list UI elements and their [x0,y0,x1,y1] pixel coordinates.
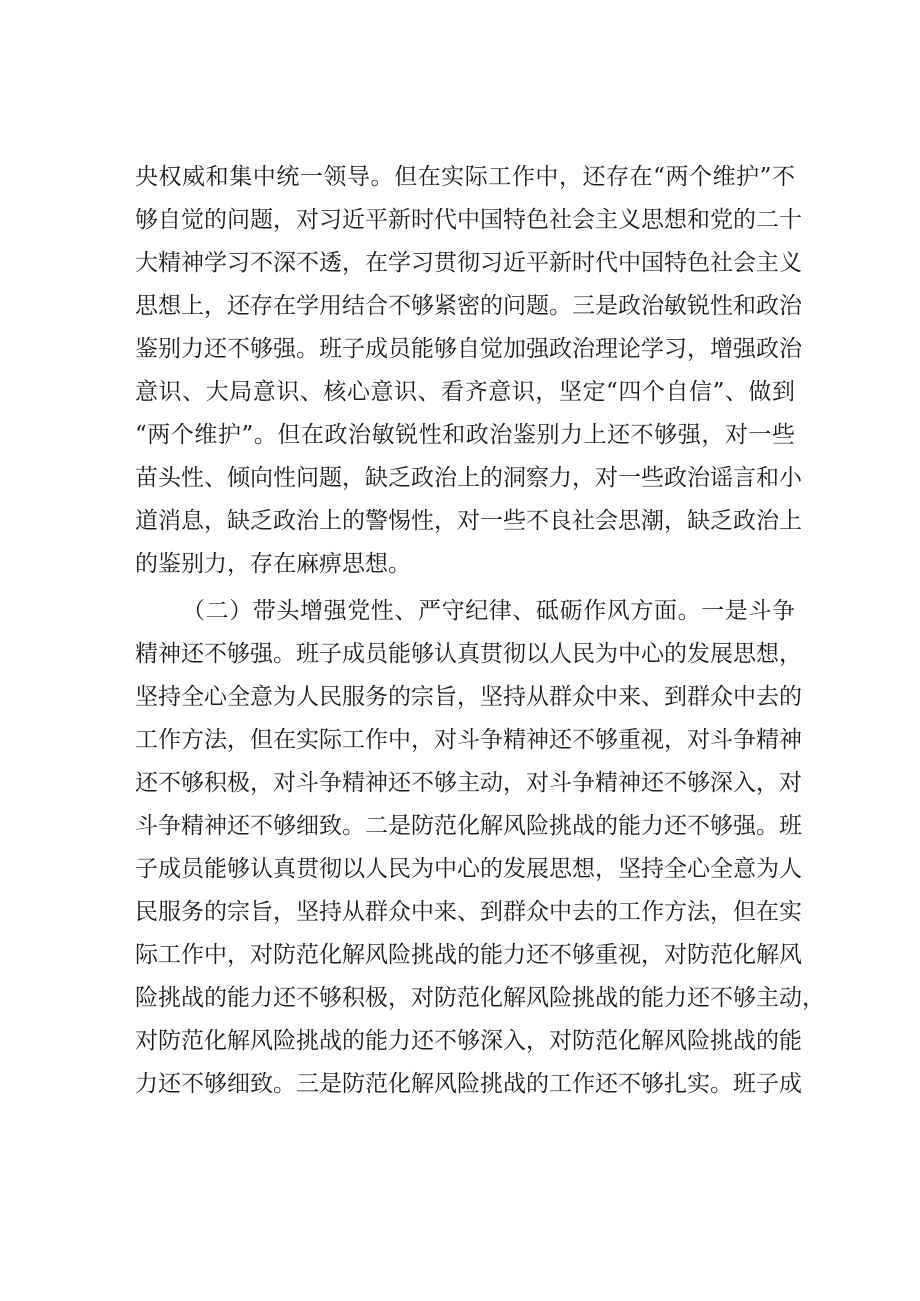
paragraph-2-line-11: 对防范化解风险挑战的能力还不够深入，对防范化解风险挑战的能 [135,1028,802,1054]
paragraph-2-line-8: 民服务的宗旨，坚持从群众中来、到群众中去的工作方法，但在实 [135,899,802,925]
paragraph-1-line-1: 央权威和集中统一领导。但在实际工作中，还存在“两个维护”不 [135,164,795,190]
paragraph-2-line-3: 坚持全心全意为人民服务的宗旨，坚持从群众中来、到群众中去的 [135,684,802,710]
paragraph-1-line-10: 的鉴别力，存在麻痹思想。 [135,551,411,577]
paragraph-2-line-9: 际工作中，对防范化解风险挑战的能力还不够重视，对防范化解风 [135,942,802,968]
paragraph-2-line-7: 子成员能够认真贯彻以人民为中心的发展思想，坚持全心全意为人 [135,856,802,882]
paragraph-1-line-5: 鉴别力还不够强。班子成员能够自觉加强政治理论学习，增强政治 [135,336,802,362]
paragraph-2-line-6: 斗争精神还不够细致。二是防范化解风险挑战的能力还不够强。班 [135,813,802,839]
paragraph-1-line-8: 苗头性、倾向性问题，缺乏政治上的洞察力，对一些政治谣言和小 [135,465,802,491]
paragraph-1-line-3: 大精神学习不深不透，在学习贯彻习近平新时代中国特色社会主义 [135,250,802,276]
paragraph-1-line-9: 道消息，缺乏政治上的警惕性，对一些不良社会思潮，缺乏政治上 [135,508,802,534]
paragraph-2-line-10: 险挑战的能力还不够积极，对防范化解风险挑战的能力还不够主动， [135,985,825,1011]
paragraph-1-line-6: 意识、大局意识、核心意识、看齐意识，坚定“四个自信”、做到 [135,379,795,405]
paragraph-1-line-2: 够自觉的问题，对习近平新时代中国特色社会主义思想和党的二十 [135,207,802,233]
paragraph-1-line-7: “两个维护”。但在政治敏锐性和政治鉴别力上还不够强，对一些 [135,422,795,448]
paragraph-2-line-2: 精神还不够强。班子成员能够认真贯彻以人民为中心的发展思想， [135,641,802,667]
paragraph-1-line-4: 思想上，还存在学用结合不够紧密的问题。三是政治敏锐性和政治 [135,293,802,319]
paragraph-2-line-5: 还不够积极，对斗争精神还不够主动，对斗争精神还不够深入，对 [135,770,802,796]
paragraph-2-line-1: （二）带头增强党性、严守纪律、砥砺作风方面。一是斗争 [182,598,795,624]
paragraph-2-line-4: 工作方法，但在实际工作中，对斗争精神还不够重视，对斗争精神 [135,727,802,753]
paragraph-2-line-12: 力还不够细致。三是防范化解风险挑战的工作还不够扎实。班子成 [135,1071,802,1097]
